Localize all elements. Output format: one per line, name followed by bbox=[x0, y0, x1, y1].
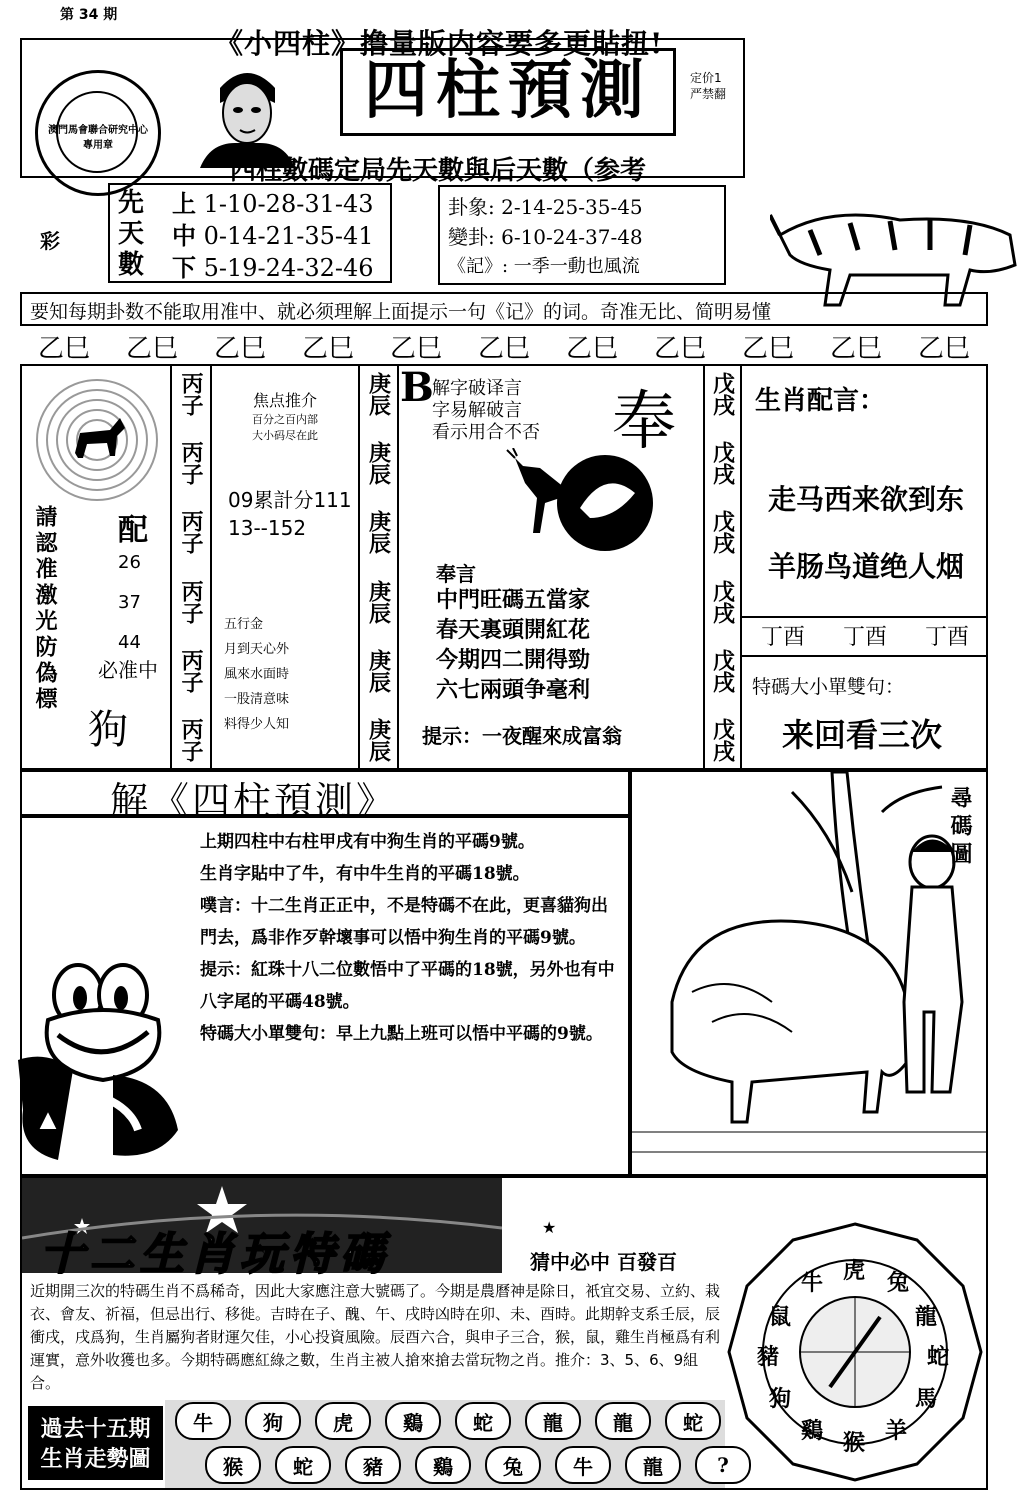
small-star-icon: ★ bbox=[542, 1218, 557, 1237]
pei-numbers: 26 37 44 bbox=[118, 552, 141, 653]
bingzi-column: 丙子 丙子 丙子 丙子 丙子 丙子 bbox=[178, 372, 204, 762]
letter-b: B bbox=[400, 364, 434, 411]
center-lines: 解字破译言 字易解破言 看示用合不否 bbox=[432, 378, 540, 443]
past-title-block bbox=[28, 1406, 163, 1480]
seal-text: 澳門馬會聯合研究中心專用章 bbox=[48, 125, 148, 151]
past-title: 過去十五期 bbox=[40, 1416, 151, 1442]
big-character: 奉 bbox=[612, 385, 676, 459]
focus-scores: 09累計分111 13--152 bbox=[228, 488, 352, 540]
feng-title: 奉言 bbox=[436, 562, 476, 586]
deer-image bbox=[505, 448, 655, 558]
gengchen-column: 庚辰 庚辰 庚辰 庚辰 庚辰 庚辰 bbox=[365, 372, 392, 762]
trend-row-1: 牛 狗 虎 鷄 蛇 龍 龍 蛇 bbox=[175, 1402, 721, 1440]
special-title: 特碼大小單雙句： bbox=[752, 676, 905, 698]
guess-label: 猜中必中 百發百 bbox=[530, 1250, 677, 1274]
animal-dog: 狗 bbox=[88, 707, 128, 753]
bizhun-label: 必准中 bbox=[98, 658, 158, 682]
verify-label: 請認准激光防偽標 bbox=[32, 505, 58, 713]
main-title: 四柱預測 bbox=[340, 48, 676, 136]
analysis-title: 解《四柱預測》 bbox=[110, 779, 398, 823]
image-caption: 尋碼圖 bbox=[947, 786, 973, 870]
pei-label: 配 bbox=[118, 513, 148, 548]
target-dog-image bbox=[35, 378, 160, 503]
issue-number: 第 34 期 bbox=[60, 7, 118, 23]
header-slogan: 《小四柱》撸量版内容要多更貼扭! bbox=[215, 27, 664, 60]
analysis-text: 上期四柱中右柱甲戌有中狗生肖的平碼9號。 生肖字貼中了牛，有中牛生肖的平碼18號。 噗言：十二生肖正正中，不是特碼不在此，更喜貓狗出門去，爲非作歹幹壞事可以悟中狗生肖的平碼9號。 提示：紅珠十八二位數悟中了平碼的18號，另外也有中八字尾的平碼48號。 特碼大小單雙句：早上九點上班可以悟中平碼的9號。 bbox=[200, 832, 615, 1044]
focus-poem: 五行金 月到天心外 風來水面時 一股清意味 料得少人知 bbox=[224, 617, 290, 732]
header-subtitle: 四柱數碼定局先天數與后天數（参考 bbox=[230, 156, 647, 186]
tiandi-left-chars: 先 天 數 bbox=[118, 188, 145, 280]
zodiac-line2: 羊肠鸟道绝人烟 bbox=[768, 550, 965, 583]
seal-stamp bbox=[35, 70, 161, 196]
trend-row-2: 猴 蛇 豬 鷄 兔 牛 龍 ? bbox=[205, 1446, 751, 1484]
guaxiang: 卦象: 2-14-25-35-45 bbox=[448, 195, 643, 219]
gua-lines bbox=[448, 192, 643, 282]
bottom-paragraph: 近期開三次的特碼生肖不爲稀奇，因此大家應注意大號碼了。今期是農曆神是除日，衹宜交易、立約、栽衣、會友、祈福，但忌出行、移徙。吉時在子、醜、午、戌時凶時在卯、未、酉時。此期幹支系壬辰，辰衝戌，戌爲狗，生肖屬狗者財運欠佳，小心投資風險。辰酉六合，與申子三合，猴，鼠，雞生肖極爲有利運實，意外收獲也多。今期特碼應紅綠之數，生肖主被人搶來搶去當玩物之肖。推介：3、5、6、9組合。 bbox=[30, 1282, 721, 1392]
notice-text: 要知每期卦数不能取用准中、就必须理解上面提示一句《记》的词。奇准无比、简明易懂 bbox=[30, 301, 772, 323]
past-sub: 生肖走勢圖 bbox=[40, 1446, 151, 1472]
gua-ji: 《記》: 一季一動也風流 bbox=[448, 256, 640, 277]
zodiac-wheel: 虎 兔 龍 蛇 馬 羊 猴 鷄 狗 豬 鼠 牛 bbox=[725, 1222, 985, 1482]
feng-lines: 中門旺碼五當家 春天裏頭開紅花 今期四二開得勁 六七兩頭争毫利 bbox=[436, 587, 591, 703]
focus-block: 焦点推介 百分之百内部 大小码尽在此 bbox=[252, 391, 318, 442]
price-note: 定价1 严禁翻 bbox=[690, 71, 727, 101]
small-mark: 彩 bbox=[40, 229, 60, 253]
special-text: 来回看三次 bbox=[782, 716, 943, 754]
tiandi-rows: 上 1-10-28-31-43 中 0-14-21-35-41 下 5-19-24-32-46 bbox=[172, 189, 374, 282]
zodiac-line1: 走马西来欲到东 bbox=[768, 483, 965, 516]
yisi-row: 乙巳 乙巳 乙巳 乙巳 乙巳 乙巳 乙巳 乙巳 乙巳 乙巳 乙巳 bbox=[37, 333, 970, 364]
wuxu-column: 戊戌 戊戌 戊戌 戊戌 戊戌 戊戌 bbox=[709, 372, 736, 762]
center-hint: 提示：一夜醒來成富翁 bbox=[422, 724, 622, 748]
biangua: 變卦: 6-10-24-37-48 bbox=[448, 225, 643, 249]
banner-title: 十二生肖玩特碼 bbox=[40, 1229, 390, 1280]
zodiac-title: 生肖配言： bbox=[755, 386, 886, 416]
frog-cartoon bbox=[18, 960, 193, 1175]
dingyou-row: 丁酉 丁酉 丁酉 bbox=[760, 625, 969, 650]
ox-boy-image bbox=[632, 772, 986, 1174]
